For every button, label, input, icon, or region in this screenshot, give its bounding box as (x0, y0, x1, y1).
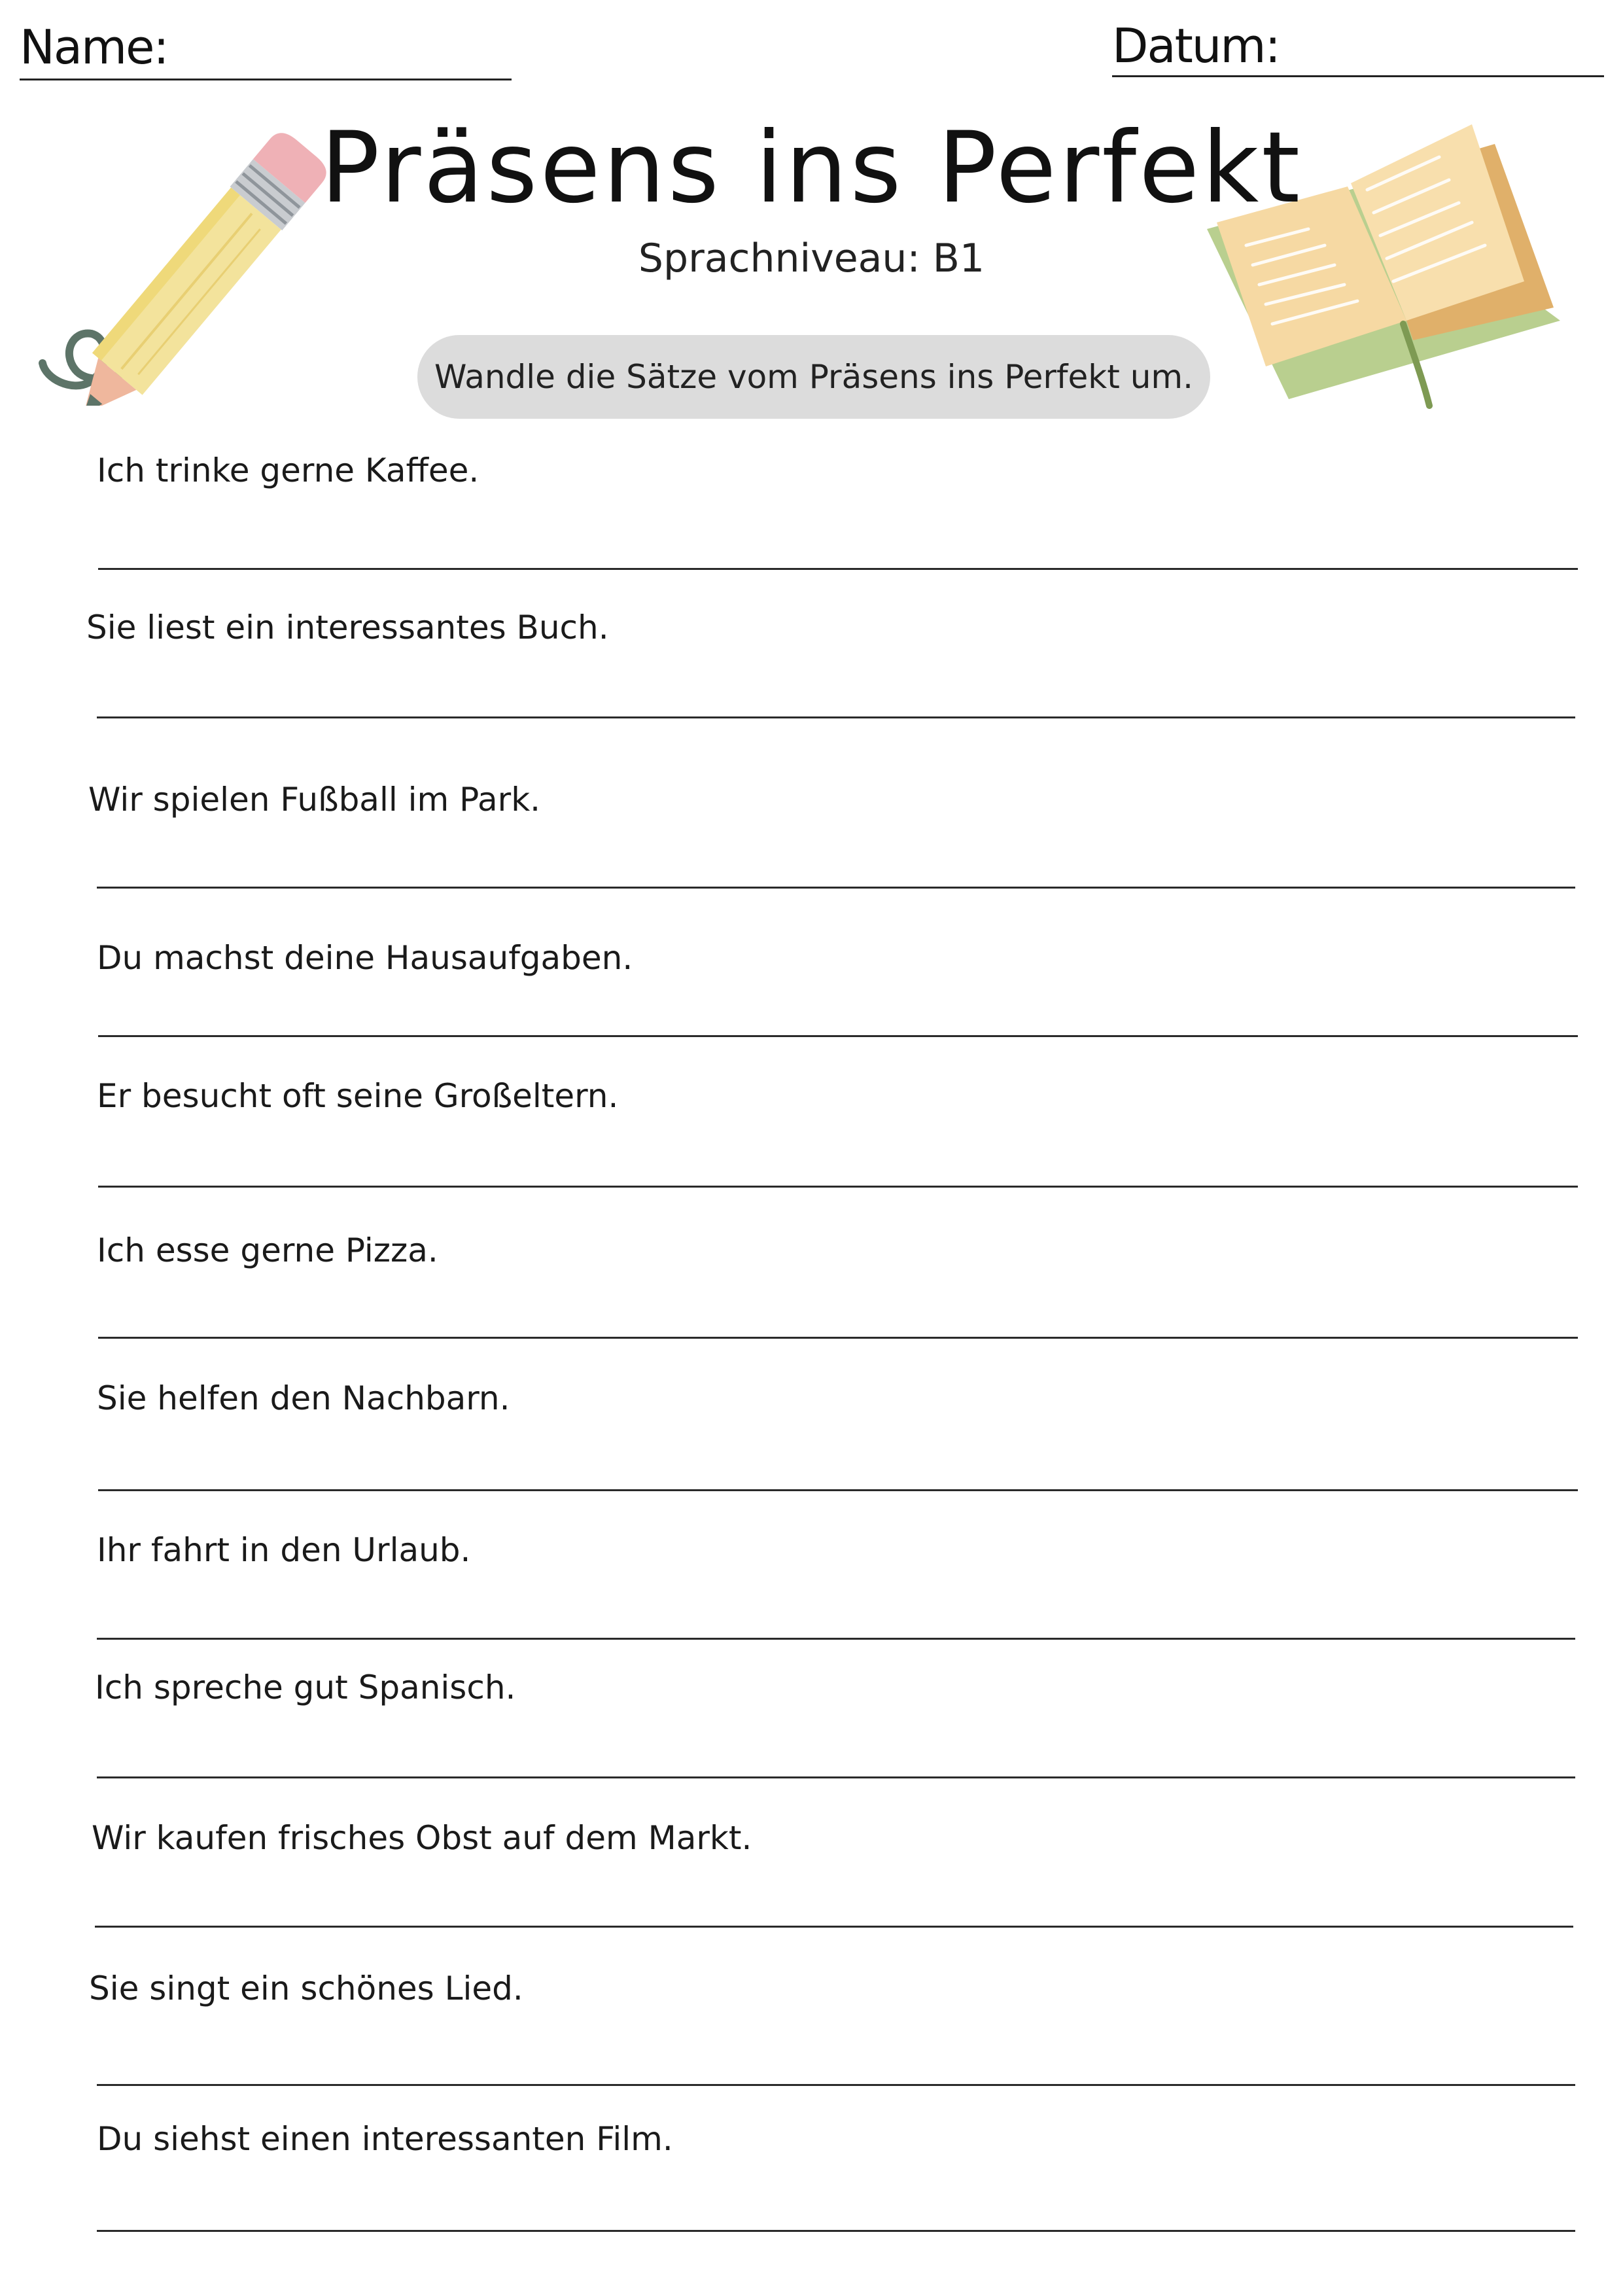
name-field-line[interactable] (20, 79, 512, 80)
instruction-banner (417, 335, 1210, 419)
exercise-sentence: Ich esse gerne Pizza. (97, 1231, 438, 1269)
page-title: Präsens ins Perfekt (320, 111, 1303, 225)
answer-line[interactable] (97, 2230, 1575, 2232)
exercise-sentence: Ich spreche gut Spanisch. (95, 1669, 516, 1706)
exercise-sentence: Ihr fahrt in den Urlaub. (97, 1531, 471, 1569)
answer-line[interactable] (98, 1489, 1578, 1491)
answer-line[interactable] (95, 1926, 1573, 1928)
language-level: Sprachniveau: B1 (638, 236, 985, 281)
answer-line[interactable] (98, 1035, 1578, 1037)
exercise-sentence: Sie singt ein schönes Lied. (89, 1969, 523, 2007)
instruction-text: Wandle die Sätze vom Präsens ins Perfekt um. (434, 358, 1194, 396)
answer-line[interactable] (98, 568, 1578, 570)
date-label: Datum: (1112, 18, 1280, 73)
answer-line[interactable] (97, 887, 1575, 889)
exercise-sentence: Wir spielen Fußball im Park. (88, 781, 541, 819)
exercise-sentence: Ich trinke gerne Kaffee. (97, 451, 480, 489)
exercise-sentence: Wir kaufen frisches Obst auf dem Markt. (92, 1819, 752, 1857)
exercise-sentence: Sie helfen den Nachbarn. (97, 1379, 510, 1417)
exercise-sentence: Du machst deine Hausaufgaben. (97, 939, 633, 977)
exercise-sentence: Du siehst einen interessanten Film. (97, 2120, 673, 2158)
exercise-sentence: Sie liest ein interessantes Buch. (86, 609, 609, 646)
answer-line[interactable] (97, 1776, 1575, 1778)
answer-line[interactable] (97, 2084, 1575, 2086)
name-label: Name: (20, 20, 168, 75)
answer-line[interactable] (97, 1638, 1575, 1640)
answer-line[interactable] (97, 716, 1575, 718)
answer-line[interactable] (98, 1337, 1578, 1339)
answer-line[interactable] (98, 1186, 1578, 1188)
exercise-sentence: Er besucht oft seine Großeltern. (97, 1077, 619, 1115)
date-field-line[interactable] (1112, 75, 1604, 77)
